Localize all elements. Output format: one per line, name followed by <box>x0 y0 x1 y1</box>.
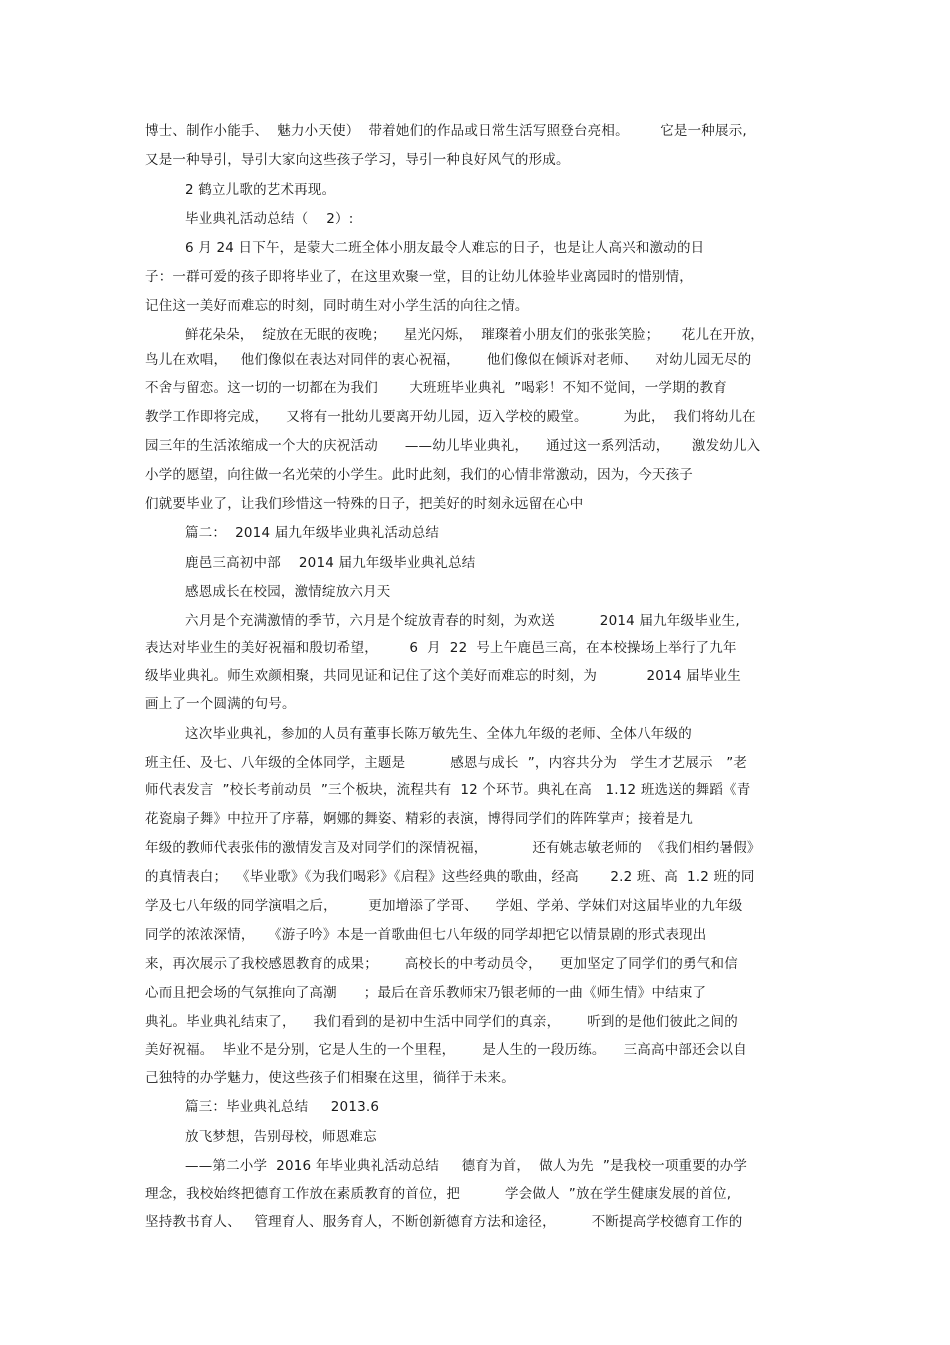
text-line: 又是一种导引，导引大家向这些孩子学习，导引一种良好风气的形成。 <box>145 152 570 168</box>
text-line: 感恩成长在校园，激情绽放六月天 <box>185 584 391 600</box>
text-line: 不舍与留恋。这一切的一切都在为我们 大班班毕业典礼 ”喝彩！不知不觉间，一学期的教育 <box>145 380 727 396</box>
text-line: 表达对毕业生的美好祝福和殷切希望， 6 月 22 号上午鹿邑三高，在本校操场上举行了九年 <box>145 640 737 656</box>
text-line: 的真情表白； 《毕业歌》《为我们喝彩》《启程》这些经典的歌曲，经高 2.2 班、高 1.2 班的同 <box>145 869 755 885</box>
text-line: 毕业典礼活动总结（ 2）: <box>185 211 354 227</box>
text-line: 这次毕业典礼，参加的人员有董事长陈万敏先生、全体九年级的老师、全体八年级的 <box>185 726 692 742</box>
text-line: 小学的愿望，向往做一名光荣的小学生。此时此刻，我们的心情非常激动，因为，今天孩子 <box>145 467 693 483</box>
text-line: 级毕业典礼。师生欢颜相聚，共同见证和记住了这个美好而难忘的时刻，为 2014 届毕业生 <box>145 668 741 684</box>
text-line: 典礼。毕业典礼结束了， 我们看到的是初中生活中同学们的真亲， 听到的是他们彼此之间的 <box>145 1014 738 1030</box>
section-heading: 篇二： 2014 届九年级毕业典礼活动总结 <box>185 525 440 541</box>
text-line: 美好祝福。 毕业不是分别，它是人生的一个里程， 是人生的一段历练。 三高高中部还会以自 <box>145 1042 747 1058</box>
text-line: 六月是个充满激情的季节，六月是个绽放青春的时刻，为欢送 2014 届九年级毕业生, <box>185 613 740 629</box>
text-line: 博士、制作小能手、 魅力小天使） 带着她们的作品或日常生活写照登台亮相。 它是一种展示, <box>145 123 747 139</box>
text-line: 放飞梦想，告别母校，师恩难忘 <box>185 1129 377 1145</box>
text-line: 来，再次展示了我校感恩教育的成果； 高校长的中考动员令， 更加坚定了同学们的勇气和信 <box>145 956 738 972</box>
text-line: 理念，我校始终把德育工作放在素质教育的首位，把 学会做人 ”放在学生健康发展的首位, <box>145 1186 732 1202</box>
text-line: 们就要毕业了，让我们珍惜这一特殊的日子，把美好的时刻永远留在心中 <box>145 496 584 512</box>
text-line: 己独特的办学魅力，使这些孩子们相聚在这里，徜徉于未来。 <box>145 1070 515 1086</box>
text-line: 鹿邑三高初中部 2014 届九年级毕业典礼总结 <box>185 555 476 571</box>
text-line: 记住这一美好而难忘的时刻，同时萌生对小学生活的向往之情。 <box>145 298 529 314</box>
text-line: 园三年的生活浓缩成一个大的庆祝活动 ——幼儿毕业典礼， 通过这一系列活动， 激发幼儿入 <box>145 438 761 454</box>
text-line: 鸟儿在欢唱， 他们像似在表达对同伴的衷心祝福， 他们像似在倾诉对老师、 对幼儿园无尽的 <box>145 352 752 368</box>
text-line: 年级的教师代表张伟的激情发言及对同学们的深情祝福， 还有姚志敏老师的 《我们相约暑假》 <box>145 840 761 856</box>
text-line: 6 月 24 日下午，是蒙大二班全体小朋友最令人难忘的日子，也是让人高兴和激动的日 <box>185 240 705 256</box>
text-line: 2 鹤立儿歌的艺术再现。 <box>185 182 336 198</box>
text-line: ——第二小学 2016 年毕业典礼活动总结 德育为首， 做人为先 ”是我校一项重要的办学 <box>185 1158 748 1174</box>
text-line: 同学的浓浓深情， 《游子吟》本是一首歌曲但七八年级的同学却把它以情景剧的形式表现出 <box>145 927 707 943</box>
text-line: 花瓷扇子舞》中拉开了序幕，婀娜的舞姿、精彩的表演，博得同学们的阵阵掌声；接着是九 <box>145 811 693 827</box>
text-line: 鲜花朵朵， 绽放在无眠的夜晚； 星光闪烁， 璀璨着小朋友们的张张笑脸； 花儿在开放， <box>185 327 764 343</box>
section-heading: 篇三：毕业典礼总结 2013.6 <box>185 1099 380 1115</box>
text-line: 子：一群可爱的孩子即将毕业了，在这里欢聚一堂，目的让幼儿体验毕业离园时的惜别情， <box>145 269 693 285</box>
text-line: 教学工作即将完成， 又将有一批幼儿要离开幼儿园，迈入学校的殿堂。 为此， 我们将幼儿在 <box>145 409 756 425</box>
text-line: 画上了一个圆满的句号。 <box>145 696 296 712</box>
text-line: 学及七八年级的同学演唱之后， 更加增添了学哥、 学姐、学弟、学妹们对这届毕业的九年级 <box>145 898 743 914</box>
text-line: 坚持教书育人、 管理育人、服务育人，不断创新德育方法和途径， 不断提高学校德育工作的 <box>145 1214 743 1230</box>
text-line: 师代表发言 ”校长考前动员 ”三个板块，流程共有 12 个环节。典礼在高 1.12 班选送的舞蹈《青 <box>145 782 751 798</box>
text-line: 心而且把会场的气氛推向了高潮 ；最后在音乐教师宋乃银老师的一曲《师生情》中结束了 <box>145 985 707 1001</box>
text-line: 班主任、及七、八年级的全体同学，主题是 感恩与成长 ”，内容共分为 学生才艺展示 ”老 <box>145 755 748 771</box>
